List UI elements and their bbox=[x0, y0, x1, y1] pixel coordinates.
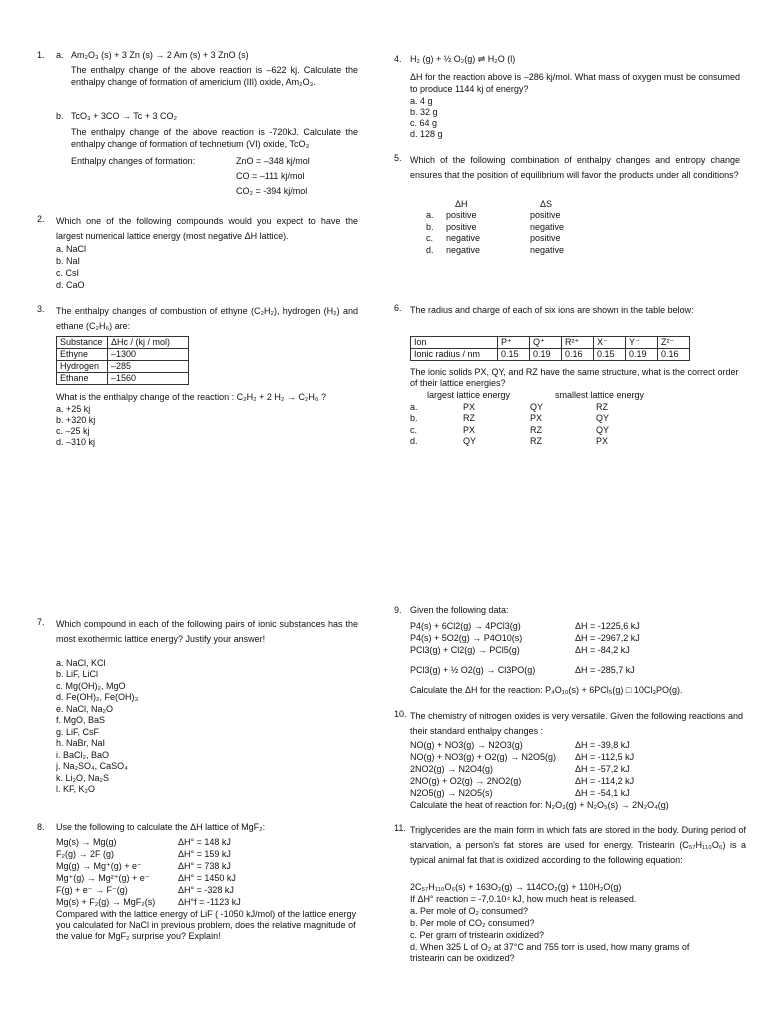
q3-option-a: a. +25 kj bbox=[56, 404, 91, 414]
q1-formation-co: CO = –111 kj/mol bbox=[236, 171, 305, 181]
q6-row-b-3: QY bbox=[596, 413, 610, 423]
q4-option-c: c. 64 g bbox=[410, 118, 438, 128]
q3-number: 3. bbox=[37, 304, 45, 314]
q3-option-d: d. –310 kj bbox=[56, 437, 96, 447]
q2-option-b: b. NaI bbox=[56, 256, 81, 266]
q7-option-i: i. BaCl₂, BaO bbox=[56, 750, 110, 760]
q4-option-a: a. 4 g bbox=[410, 96, 433, 106]
q9-question: Calculate the ΔH for the reaction: P₄O₁₀(s) + 6PCl₅(g) □ 10Cl₃PO(g). bbox=[410, 685, 683, 695]
q10-step-1-dh: ΔH = -39,8 kJ bbox=[575, 740, 630, 750]
q1b-label: b. bbox=[56, 111, 64, 121]
q8-followup: Compared with the lattice energy of LiF ( -1050 kJ/mol) of the lattice energy you calculated for NaCl in previous problem, does the relative magnitude of the value for MgF₂ surprise you? Explain! bbox=[56, 909, 357, 941]
q4-number: 4. bbox=[394, 54, 402, 64]
table-cell: Ethane bbox=[57, 373, 108, 385]
q5-row-c-label: c. bbox=[426, 233, 434, 243]
q9-text: Given the following data: bbox=[410, 605, 509, 615]
q8-step-1-dh: ΔH° = 148 kJ bbox=[178, 837, 231, 847]
q11-given: If ΔH° reaction = -7,0.10⁴ kJ, how much heat is released. bbox=[410, 894, 637, 904]
q6-question: The ionic solids PX, QY, and RZ have the same structure, what is the correct order of their lattice energies? bbox=[410, 367, 739, 388]
q8-step-2-dh: ΔH° = 159 kJ bbox=[178, 849, 231, 859]
q4-option-b: b. 32 g bbox=[410, 107, 438, 117]
q7-option-g: g. LiF, CsF bbox=[56, 727, 100, 737]
q5-row-b-ds: negative bbox=[530, 222, 565, 232]
q9-step-4-dh: ΔH = -285,7 kJ bbox=[575, 665, 635, 675]
table-cell: Q⁺ bbox=[530, 337, 562, 349]
table-cell: –1300 bbox=[108, 349, 189, 361]
q7-option-d: d. Fe(OH)₂, Fe(OH)₃ bbox=[56, 692, 139, 702]
q10-question: Calculate the heat of reaction for: N₂O₃(g) + N₂O₅(s) → 2N₂O₄(g) bbox=[410, 800, 669, 810]
q6-row-b-2: PX bbox=[530, 413, 543, 423]
table-cell: 0.19 bbox=[626, 349, 658, 361]
q3-option-b: b. +320 kj bbox=[56, 415, 96, 425]
q4-option-d: d. 128 g bbox=[410, 129, 443, 139]
table-cell: Y⁻ bbox=[626, 337, 658, 349]
q6-row-b-label: b. bbox=[410, 413, 418, 423]
q10-step-2: NO(g) + NO3(g) + O2(g) → N2O5(g) bbox=[410, 752, 557, 762]
q5-row-b-label: b. bbox=[426, 222, 434, 232]
table-cell: Ion bbox=[411, 337, 498, 349]
q10-step-3-dh: ΔH = -57,2 kJ bbox=[575, 764, 630, 774]
q6-row-a-2: QY bbox=[530, 402, 544, 412]
q2-option-d: d. CaO bbox=[56, 280, 85, 290]
q8-step-3-dh: ΔH° = 738 kJ bbox=[178, 861, 231, 871]
q5-row-c-dh: negative bbox=[446, 233, 481, 243]
table-cell: 0.15 bbox=[498, 349, 530, 361]
q8-step-4-dh: ΔH° = 1450 kJ bbox=[178, 873, 236, 883]
q11-equation: 2C₅₇H₁₁₀O₆(s) + 163O₂(g) → 114CO₂(g) + 110H₂O(g) bbox=[410, 882, 622, 892]
q6-row-d-3: PX bbox=[596, 436, 609, 446]
table-cell: Hydrogen bbox=[57, 361, 108, 373]
q8-step-6-dh: ΔH°f = -1123 kJ bbox=[178, 897, 241, 907]
q3-question: What is the enthalpy change of the reaction : C₂H₂ + 2 H₂ → C₂H₆ ? bbox=[56, 392, 326, 402]
q1a-label: a. bbox=[56, 50, 64, 60]
q1-formation-label: Enthalpy changes of formation: bbox=[71, 156, 196, 166]
q5-number: 5. bbox=[394, 153, 402, 163]
table-cell: –1560 bbox=[108, 373, 189, 385]
q10-step-4-dh: ΔH = -114,2 kJ bbox=[575, 776, 635, 786]
q5-row-d-dh: negative bbox=[446, 245, 481, 255]
q1-number: 1. bbox=[37, 50, 45, 60]
q7-option-l: l. KF, K₂O bbox=[56, 784, 96, 794]
q11-text: Triglycerides are the main form in which fats are stored in the body. During period of starvation, a person's fat stores are used for energy. Tristearin (C₅₇H₁₁₀O₆) is a typical animal fat that is oxidized according to the following equation: bbox=[410, 825, 746, 865]
table-row bbox=[411, 349, 690, 361]
table-cell: P⁺ bbox=[498, 337, 530, 349]
q8-step-3: Mg(g) → Mg⁺(g) + e⁻ bbox=[56, 861, 142, 871]
q2-text: Which one of the following compounds would you expect to have the largest numerical lattice energy (most negative ΔH lattice). bbox=[56, 216, 358, 241]
q6-row-c-label: c. bbox=[410, 425, 418, 435]
q3-text: The enthalpy changes of combustion of ethyne (C₂H₂), hydrogen (H₂) and ethane (C₂H₆) are: bbox=[56, 306, 358, 331]
q10-step-3: 2NO2(g) → N2O4(g) bbox=[410, 764, 494, 774]
q1-formation-zno: ZnO = –348 kj/mol bbox=[236, 156, 310, 166]
q6-row-d-2: RZ bbox=[530, 436, 542, 446]
q7-number: 7. bbox=[37, 617, 45, 627]
q8-text: Use the following to calculate the ΔH lattice of MgF₂: bbox=[56, 822, 266, 832]
q9-step-1-dh: ΔH = -1225,6 kJ bbox=[575, 621, 640, 631]
q8-step-6: Mg(s) + F₂(g) → MgF₂(s) bbox=[56, 897, 156, 907]
q1-formation-co2: CO₂ = -394 kj/mol bbox=[236, 186, 308, 196]
q4-equation: H₂ (g) + ½ O₂(g) ⇌ H₂O (l) bbox=[410, 54, 516, 64]
q10-step-5: N2O5(g) → N2O5(s) bbox=[410, 788, 493, 798]
q7-option-f: f. MgO, BaS bbox=[56, 715, 106, 725]
q11-number: 11. bbox=[394, 823, 406, 833]
table-header-cell: ΔHc / (kj / mol) bbox=[108, 337, 189, 349]
q1b-equation: TcO₃ + 3CO → Tc + 3 CO₂ bbox=[71, 111, 178, 121]
table-cell: R²⁺ bbox=[562, 337, 594, 349]
q1a-equation: Am₂O₃ (s) + 3 Zn (s) → 2 Am (s) + 3 ZnO (s) bbox=[71, 50, 249, 60]
q6-text: The radius and charge of each of six ions are shown in the table below: bbox=[410, 305, 694, 315]
q3-option-c: c. –25 kj bbox=[56, 426, 90, 436]
q5-row-c-ds: positive bbox=[530, 233, 561, 243]
q6-row-d-label: d. bbox=[410, 436, 418, 446]
q8-step-1: Mg(s) → Mg(g) bbox=[56, 837, 117, 847]
q2-number: 2. bbox=[37, 214, 45, 224]
q1a-text: The enthalpy change of the above reaction is –622 kj. Calculate the enthalpy change of formation of americium (III) oxide, Am₂O₃. bbox=[71, 65, 358, 87]
table-cell: –285 bbox=[108, 361, 189, 373]
q3-combustion-table bbox=[56, 336, 189, 385]
q6-row-d-1: QY bbox=[463, 436, 477, 446]
q10-text: The chemistry of nitrogen oxides is very versatile. Given the following reactions and their standard enthalpy changes : bbox=[410, 711, 743, 736]
table-cell: 0.16 bbox=[658, 349, 690, 361]
q6-ion-table bbox=[410, 336, 690, 361]
q7-option-j: j. Na₂SO₄, CaSO₄ bbox=[56, 761, 128, 771]
table-cell: Ethyne bbox=[57, 349, 108, 361]
q10-step-1: NO(g) + NO3(g) → N2O3(g) bbox=[410, 740, 523, 750]
q5-row-a-ds: positive bbox=[530, 210, 561, 220]
q9-number: 9. bbox=[394, 605, 402, 615]
q6-row-a-3: RZ bbox=[596, 402, 608, 412]
q9-step-2: P4(s) + 5O2(g) → P4O10(s) bbox=[410, 633, 523, 643]
q8-step-5-dh: ΔH° = -328 kJ bbox=[178, 885, 234, 895]
table-cell: Z²⁻ bbox=[658, 337, 690, 349]
q9-step-4: PCl3(g) + ½ O2(g) → Cl3PO(g) bbox=[410, 665, 536, 675]
q5-text: Which of the following combination of enthalpy changes and entropy change ensures that the position of equilibrium will favor the products under all conditions? bbox=[410, 155, 740, 180]
q10-step-2-dh: ΔH = -112,5 kJ bbox=[575, 752, 635, 762]
q11-option-d: d. When 325 L of O₂ at 37°C and 755 torr is used, how many grams of tristearin can be oxidized? bbox=[410, 942, 690, 963]
q9-step-3: PCl3(g) + Cl2(g) → PCl5(g) bbox=[410, 645, 520, 655]
q7-option-b: b. LiF, LiCl bbox=[56, 669, 99, 679]
q10-number: 10. bbox=[394, 709, 407, 719]
table-cell: X⁻ bbox=[594, 337, 626, 349]
q11-option-c: c. Per gram of tristearin oxidized? bbox=[410, 930, 545, 940]
q5-header-ds: ΔS bbox=[540, 199, 553, 209]
q10-step-5-dh: ΔH = -54,1 kJ bbox=[575, 788, 630, 798]
table-row bbox=[411, 337, 690, 349]
table-row bbox=[57, 373, 189, 385]
q7-option-c: c. Mg(OH)₂, MgO bbox=[56, 681, 126, 691]
q11-option-b: b. Per mole of CO₂ consumed? bbox=[410, 918, 535, 928]
table-header-cell: Substance bbox=[57, 337, 108, 349]
q10-step-4: 2NO(g) + O2(g) → 2NO2(g) bbox=[410, 776, 522, 786]
q8-step-4: Mg⁺(g) → Mg²⁺(g) + e⁻ bbox=[56, 873, 150, 883]
q6-row-c-3: QY bbox=[596, 425, 610, 435]
q11-option-a: a. Per mole of O₂ consumed? bbox=[410, 906, 529, 916]
table-row bbox=[57, 349, 189, 361]
q2-option-c: c. CsI bbox=[56, 268, 80, 278]
q7-option-a: a. NaCl, KCl bbox=[56, 658, 106, 668]
q5-row-d-ds: negative bbox=[530, 245, 565, 255]
q6-col-smallest: smallest lattice energy bbox=[555, 390, 645, 400]
q8-number: 8. bbox=[37, 822, 45, 832]
q5-row-a-dh: positive bbox=[446, 210, 477, 220]
q4-text: ΔH for the reaction above is –286 kj/mol. What mass of oxygen must be consumed to produce 1144 kj of energy? bbox=[410, 72, 740, 94]
table-cell: 0.16 bbox=[562, 349, 594, 361]
q5-row-d-label: d. bbox=[426, 245, 434, 255]
table-row bbox=[57, 361, 189, 373]
q7-option-h: h. NaBr, NaI bbox=[56, 738, 106, 748]
q7-option-e: e. NaCl, Na₂O bbox=[56, 704, 114, 714]
q7-option-k: k. Li₂O, Na₂S bbox=[56, 773, 110, 783]
q8-step-2: F₂(g) → 2F (g) bbox=[56, 849, 114, 859]
table-header-row bbox=[57, 337, 189, 349]
table-cell: Ionic radius / nm bbox=[411, 349, 498, 361]
q5-header-dh: ΔH bbox=[455, 199, 468, 209]
q6-number: 6. bbox=[394, 303, 402, 313]
q9-step-3-dh: ΔH = -84,2 kJ bbox=[575, 645, 630, 655]
q7-text: Which compound in each of the following pairs of ionic substances has the most exothermic lattice energy? Justify your answer! bbox=[56, 619, 358, 644]
q6-row-a-1: PX bbox=[463, 402, 476, 412]
q6-row-c-1: PX bbox=[463, 425, 476, 435]
q9-step-2-dh: ΔH = -2967,2 kJ bbox=[575, 633, 640, 643]
table-cell: 0.15 bbox=[594, 349, 626, 361]
q8-step-5: F(g) + e⁻ → F⁻(g) bbox=[56, 885, 128, 895]
q5-row-a-label: a. bbox=[426, 210, 434, 220]
q2-option-a: a. NaCl bbox=[56, 244, 87, 254]
table-cell: 0.19 bbox=[530, 349, 562, 361]
q6-row-a-label: a. bbox=[410, 402, 418, 412]
q6-row-b-1: RZ bbox=[463, 413, 475, 423]
q1b-text: The enthalpy change of the above reaction is -720kJ. Calculate the enthalpy change of formation of technetium (VI) oxide, TcO₃ bbox=[71, 127, 358, 149]
q5-row-b-dh: positive bbox=[446, 222, 477, 232]
q6-row-c-2: RZ bbox=[530, 425, 542, 435]
q9-step-1: P4(s) + 6Cl2(g) → 4PCl3(g) bbox=[410, 621, 521, 631]
q6-col-largest: largest lattice energy bbox=[427, 390, 511, 400]
